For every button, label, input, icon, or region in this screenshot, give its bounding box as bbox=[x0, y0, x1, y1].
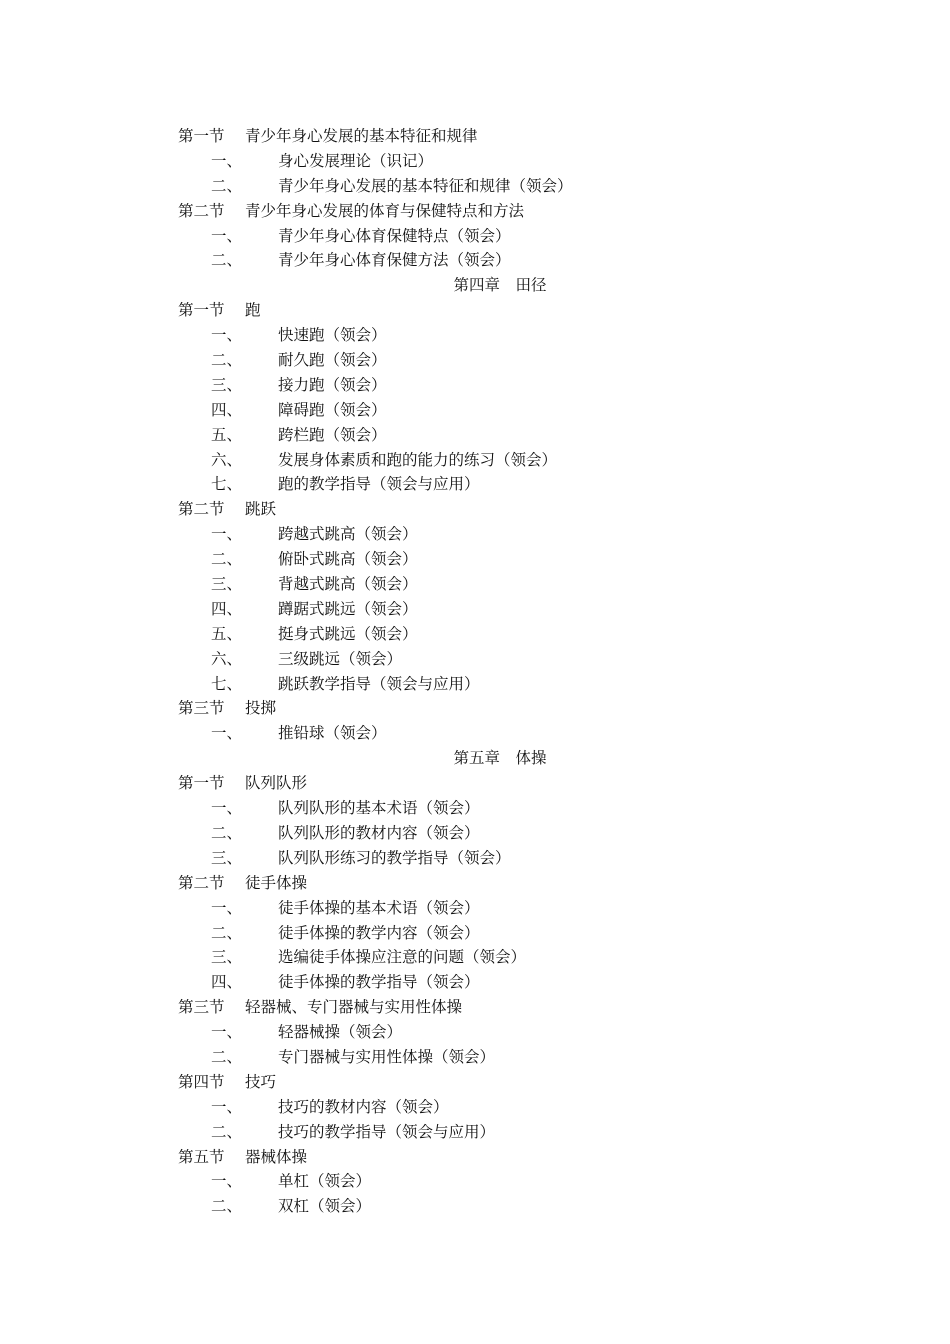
outline-item bbox=[0, 572, 950, 597]
outline-item bbox=[0, 896, 950, 921]
item-title: 挺身式跳远（领会） bbox=[278, 624, 418, 643]
item-number: 七、 bbox=[211, 475, 243, 494]
item-title: 跨越式跳高（领会） bbox=[278, 525, 418, 544]
item-title: 选编徒手体操应注意的问题（领会） bbox=[278, 948, 527, 967]
item-title: 队列队形的基本术语（领会） bbox=[278, 799, 480, 818]
outline-item bbox=[0, 174, 950, 199]
outline-item bbox=[0, 547, 950, 572]
outline-item bbox=[0, 224, 950, 249]
section-title: 轻器械、专门器械与实用性体操 bbox=[245, 998, 463, 1017]
item-number: 一、 bbox=[211, 1172, 243, 1191]
outline-item bbox=[0, 1045, 950, 1070]
item-title: 技巧的教学指导（领会与应用） bbox=[278, 1122, 496, 1141]
section-number: 第三节 bbox=[178, 998, 225, 1017]
outline-item bbox=[0, 647, 950, 672]
section-title: 青少年身心发展的体育与保健特点和方法 bbox=[245, 201, 525, 220]
section-title: 跳跃 bbox=[245, 500, 277, 519]
chapter-title: 第四章 田径 bbox=[453, 276, 547, 295]
section-number: 第一节 bbox=[178, 774, 225, 793]
item-title: 跨栏跑（领会） bbox=[278, 425, 387, 444]
section-title: 技巧 bbox=[245, 1072, 277, 1091]
outline-item bbox=[0, 945, 950, 970]
item-number: 五、 bbox=[211, 624, 243, 643]
item-title: 推铅球（领会） bbox=[278, 724, 387, 743]
outline-item bbox=[0, 1194, 950, 1219]
item-title: 专门器械与实用性体操（领会） bbox=[278, 1047, 496, 1066]
outline-item bbox=[0, 149, 950, 174]
item-title: 徒手体操的基本术语（领会） bbox=[278, 898, 480, 917]
chapter-title: 第五章 体操 bbox=[453, 749, 547, 768]
item-number: 三、 bbox=[211, 948, 243, 967]
section-heading bbox=[0, 124, 950, 149]
document-page bbox=[0, 124, 950, 1219]
section-title: 投掷 bbox=[245, 699, 277, 718]
item-number: 二、 bbox=[211, 823, 243, 842]
item-number: 三、 bbox=[211, 848, 243, 867]
item-number: 一、 bbox=[211, 226, 243, 245]
outline-item bbox=[0, 921, 950, 946]
item-title: 徒手体操的教学内容（领会） bbox=[278, 923, 480, 942]
item-title: 单杠（领会） bbox=[278, 1172, 372, 1191]
item-number: 一、 bbox=[211, 724, 243, 743]
outline-item bbox=[0, 348, 950, 373]
outline-item bbox=[0, 522, 950, 547]
item-title: 青少年身心发展的基本特征和规律（领会） bbox=[278, 176, 573, 195]
section-number: 第二节 bbox=[178, 201, 225, 220]
item-title: 发展身体素质和跑的能力的练习（领会） bbox=[278, 450, 558, 469]
section-title: 青少年身心发展的基本特征和规律 bbox=[245, 127, 478, 145]
outline-item bbox=[0, 423, 950, 448]
item-number: 七、 bbox=[211, 674, 243, 693]
item-number: 二、 bbox=[211, 176, 243, 195]
item-title: 俯卧式跳高（领会） bbox=[278, 550, 418, 569]
section-heading bbox=[0, 1070, 950, 1095]
item-title: 轻器械操（领会） bbox=[278, 1023, 403, 1042]
outline-item bbox=[0, 398, 950, 423]
item-number: 一、 bbox=[211, 326, 243, 345]
item-number: 二、 bbox=[211, 1122, 243, 1141]
outline-item bbox=[0, 248, 950, 273]
outline-item bbox=[0, 1120, 950, 1145]
item-title: 跑的教学指导（领会与应用） bbox=[278, 475, 480, 494]
outline-item bbox=[0, 721, 950, 746]
item-number: 二、 bbox=[211, 550, 243, 569]
item-title: 队列队形的教材内容（领会） bbox=[278, 823, 480, 842]
item-number: 四、 bbox=[211, 973, 243, 992]
outline-item bbox=[0, 846, 950, 871]
item-title: 三级跳远（领会） bbox=[278, 649, 403, 668]
outline-item bbox=[0, 1169, 950, 1194]
item-number: 一、 bbox=[211, 799, 243, 818]
section-title: 跑 bbox=[245, 301, 261, 320]
section-heading bbox=[0, 298, 950, 323]
outline-item bbox=[0, 323, 950, 348]
outline-item bbox=[0, 672, 950, 697]
outline-item bbox=[0, 373, 950, 398]
item-number: 二、 bbox=[211, 351, 243, 370]
section-title: 队列队形 bbox=[245, 774, 308, 793]
outline-item bbox=[0, 821, 950, 846]
section-heading bbox=[0, 995, 950, 1020]
item-title: 耐久跑（领会） bbox=[278, 351, 387, 370]
section-heading bbox=[0, 696, 950, 721]
item-number: 四、 bbox=[211, 599, 243, 618]
item-number: 二、 bbox=[211, 923, 243, 942]
section-heading bbox=[0, 1145, 950, 1170]
item-number: 二、 bbox=[211, 251, 243, 270]
outline-item bbox=[0, 472, 950, 497]
section-number: 第一节 bbox=[178, 127, 225, 145]
section-heading bbox=[0, 199, 950, 224]
item-number: 一、 bbox=[211, 151, 243, 170]
section-number: 第二节 bbox=[178, 873, 225, 892]
section-number: 第五节 bbox=[178, 1147, 225, 1166]
section-number: 第四节 bbox=[178, 1072, 225, 1091]
item-number: 二、 bbox=[211, 1197, 243, 1216]
outline-item bbox=[0, 1020, 950, 1045]
item-number: 六、 bbox=[211, 649, 243, 668]
chapter-heading bbox=[0, 746, 950, 771]
item-number: 三、 bbox=[211, 575, 243, 594]
section-heading bbox=[0, 771, 950, 796]
outline-item bbox=[0, 622, 950, 647]
chapter-heading bbox=[0, 273, 950, 298]
item-number: 四、 bbox=[211, 400, 243, 419]
item-title: 青少年身心体育保健方法（领会） bbox=[278, 251, 511, 270]
item-number: 一、 bbox=[211, 1097, 243, 1116]
outline-item bbox=[0, 597, 950, 622]
section-heading bbox=[0, 497, 950, 522]
item-number: 五、 bbox=[211, 425, 243, 444]
item-title: 快速跑（领会） bbox=[278, 326, 387, 345]
item-title: 青少年身心体育保健特点（领会） bbox=[278, 226, 511, 245]
section-number: 第二节 bbox=[178, 500, 225, 519]
item-title: 蹲踞式跳远（领会） bbox=[278, 599, 418, 618]
item-title: 徒手体操的教学指导（领会） bbox=[278, 973, 480, 992]
section-number: 第三节 bbox=[178, 699, 225, 718]
outline-item bbox=[0, 448, 950, 473]
item-title: 技巧的教材内容（领会） bbox=[278, 1097, 449, 1116]
item-title: 身心发展理论（识记） bbox=[278, 151, 434, 170]
item-title: 跳跃教学指导（领会与应用） bbox=[278, 674, 480, 693]
item-number: 一、 bbox=[211, 525, 243, 544]
item-title: 队列队形练习的教学指导（领会） bbox=[278, 848, 511, 867]
section-heading bbox=[0, 871, 950, 896]
item-number: 一、 bbox=[211, 898, 243, 917]
item-title: 双杠（领会） bbox=[278, 1197, 372, 1216]
item-title: 接力跑（领会） bbox=[278, 375, 387, 394]
item-number: 三、 bbox=[211, 375, 243, 394]
item-title: 背越式跳高（领会） bbox=[278, 575, 418, 594]
section-title: 徒手体操 bbox=[245, 873, 308, 892]
item-number: 二、 bbox=[211, 1047, 243, 1066]
item-number: 六、 bbox=[211, 450, 243, 469]
outline-item bbox=[0, 1095, 950, 1120]
outline-item bbox=[0, 796, 950, 821]
section-title: 器械体操 bbox=[245, 1147, 308, 1166]
item-number: 一、 bbox=[211, 1023, 243, 1042]
section-number: 第一节 bbox=[178, 301, 225, 320]
outline-item bbox=[0, 970, 950, 995]
item-title: 障碍跑（领会） bbox=[278, 400, 387, 419]
